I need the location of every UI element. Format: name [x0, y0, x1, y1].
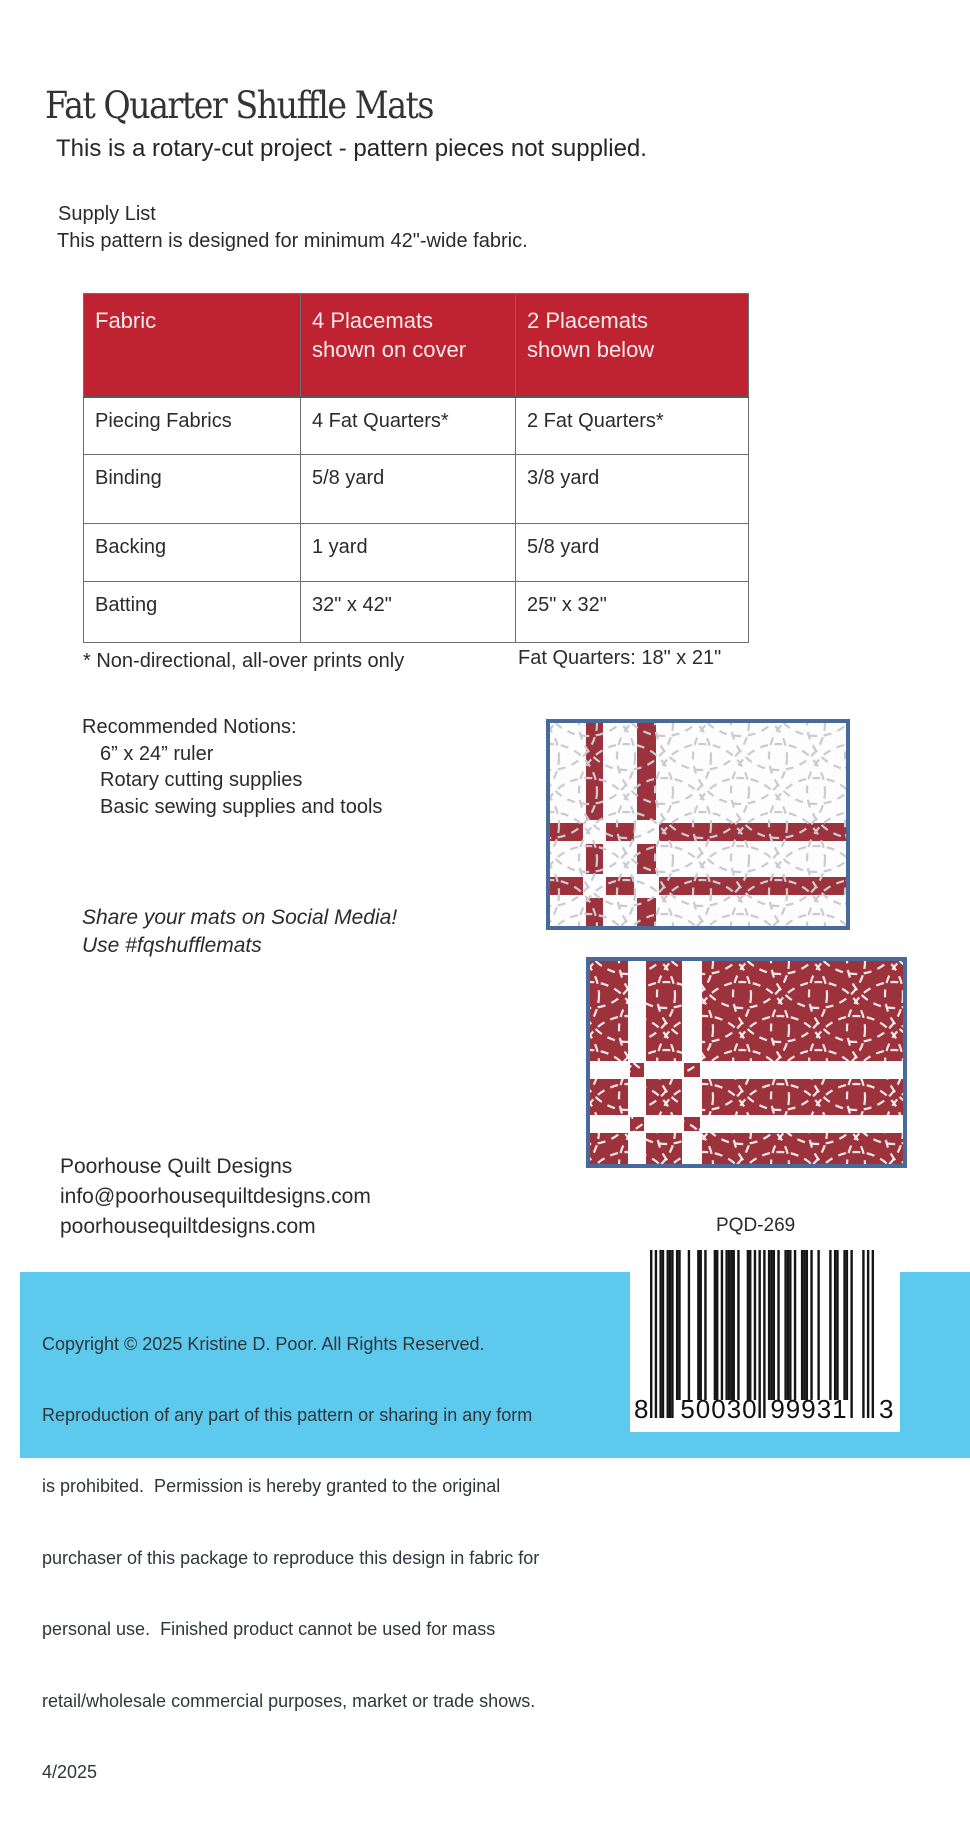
table-footnote: * Non-directional, all-over prints only [83, 650, 405, 672]
pattern-sku: PQD-269 [716, 1215, 796, 1236]
barcode-bars [650, 1250, 874, 1418]
header-line: shown below [527, 337, 655, 362]
notion-item: 6” x 24” ruler [100, 743, 214, 765]
supply-list-note: This pattern is designed for minimum 42"-wide fabric. [57, 230, 528, 252]
notion-item: Rotary cutting supplies [100, 769, 303, 791]
barcode-digits: 99931 [770, 1394, 848, 1424]
cell-fabric: Binding [84, 455, 301, 524]
supply-table-header-row [84, 294, 749, 397]
header-cell-4-placemats [301, 294, 516, 397]
notions-heading: Recommended Notions: [82, 716, 297, 738]
table-row-batting [84, 582, 749, 643]
cell-two: 25" x 32" [516, 582, 749, 643]
cell-fabric: Piecing Fabrics [84, 397, 301, 455]
table-row-backing [84, 524, 749, 582]
notion-item: Basic sewing supplies and tools [100, 796, 383, 818]
header-line: 4 Placemats [312, 308, 434, 333]
social-hashtag-line: Use #fqshufflemats [82, 934, 262, 957]
copyright-line: Copyright © 2025 Kristine D. Poor. All Rights Reserved. [42, 1333, 485, 1354]
supply-list-heading: Supply List [58, 203, 156, 225]
company-email: info@poorhousequiltdesigns.com [60, 1185, 371, 1208]
copyright-line: personal use. Finished product cannot be used for mass [42, 1619, 496, 1640]
copyright-line: retail/wholesale commercial purposes, market or trade shows. [42, 1690, 536, 1711]
cell-four: 32" x 42" [301, 582, 516, 643]
header-line: shown on cover [312, 337, 467, 362]
cell-fabric: Batting [84, 582, 301, 643]
cell-fabric: Backing [84, 524, 301, 582]
page-subtitle: This is a rotary-cut project - pattern pieces not supplied. [56, 135, 647, 162]
placemat-preview-red [586, 957, 907, 1168]
placemat-preview-white [546, 719, 850, 930]
cell-four: 5/8 yard [301, 455, 516, 524]
quilting-stitch-pattern [550, 723, 846, 926]
cell-four: 1 yard [301, 524, 516, 582]
copyright-line: Reproduction of any part of this pattern or sharing in any form [42, 1404, 533, 1425]
copyright-line: is prohibited. Permission is hereby granted to the original [42, 1476, 501, 1497]
header-line: 2 Placemats [527, 308, 649, 333]
barcode [630, 1242, 900, 1432]
cell-two: 3/8 yard [516, 455, 749, 524]
table-row-binding [84, 455, 749, 524]
table-row-piecing [84, 397, 749, 455]
company-website: poorhousequiltdesigns.com [60, 1215, 316, 1238]
supply-table [83, 293, 749, 643]
barcode-digits: 50030 [680, 1394, 758, 1424]
cell-two: 5/8 yard [516, 524, 749, 582]
copyright-line: purchaser of this package to reproduce this design in fabric for [42, 1547, 540, 1568]
social-share-line: Share your mats on Social Media! [82, 906, 398, 929]
page-title: Fat Quarter Shuffle Mats [45, 84, 434, 127]
barcode-digit: 3 [879, 1394, 895, 1424]
cell-two: 2 Fat Quarters* [516, 397, 749, 455]
company-name: Poorhouse Quilt Designs [60, 1155, 293, 1178]
fat-quarters-size-note: Fat Quarters: 18" x 21" [518, 647, 722, 669]
header-line: Fabric [95, 308, 157, 333]
barcode-digit: 8 [634, 1394, 650, 1424]
copyright-text [42, 1285, 539, 1832]
header-cell-fabric [84, 294, 301, 397]
quilting-stitch-pattern [590, 961, 903, 1164]
header-cell-2-placemats [516, 294, 749, 397]
cell-four: 4 Fat Quarters* [301, 397, 516, 455]
copyright-line: 4/2025 [42, 1761, 98, 1782]
